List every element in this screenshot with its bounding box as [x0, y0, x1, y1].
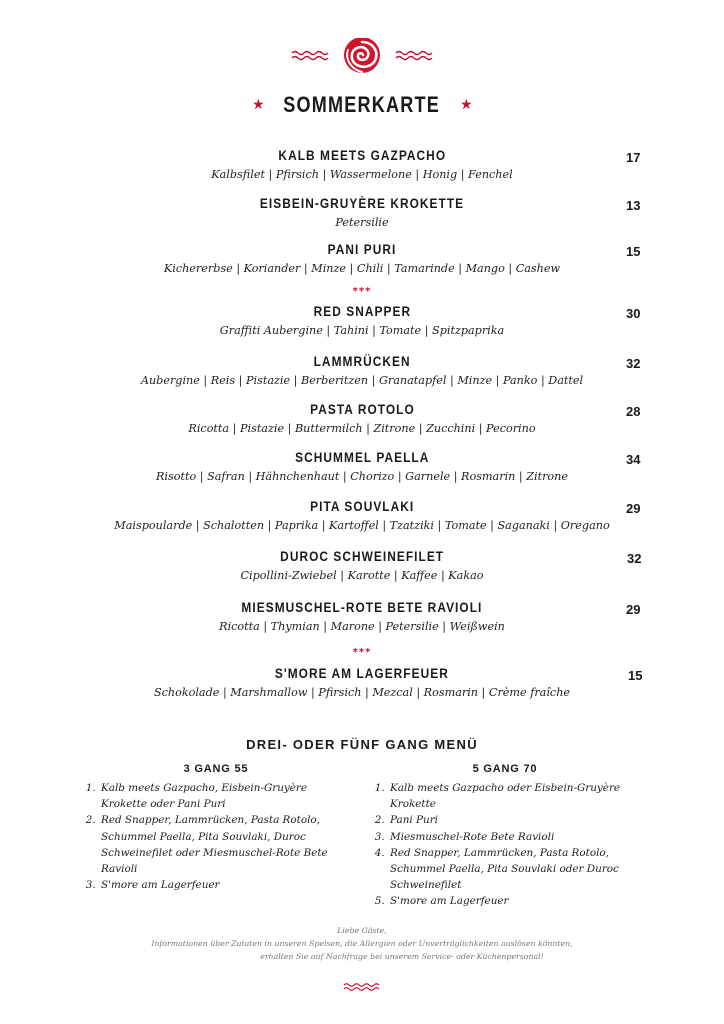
- allergy-note-line: Informationen über Zutaten in unseren Speisen, die Allergien oder Unverträglichkeiten auslösen könnten,: [151, 939, 573, 948]
- allergy-note-greeting: Liebe Gäste,: [337, 926, 387, 935]
- dish-price: 17: [626, 150, 641, 165]
- three-course-list: [83, 780, 345, 893]
- dish-name: DUROC SCHWEINEFILET: [280, 549, 444, 564]
- three-course-heading: 3 GANG 55: [183, 763, 249, 775]
- section-separator: ***: [352, 647, 372, 658]
- dish-description: Petersilie: [335, 216, 389, 229]
- dish-description: Schokolade | Marshmallow | Pfirsich | Mezcal | Rosmarin | Crème fraîche: [153, 686, 571, 699]
- dish-name: EISBEIN-GRUYÈRE KROKETTE: [259, 196, 465, 211]
- dish-price: 29: [626, 501, 641, 516]
- rose-logo-icon: [344, 38, 380, 73]
- dish-description: Ricotta | Pistazie | Buttermilch | Zitrone | Zucchini | Pecorino: [188, 422, 536, 435]
- star-left-icon: ★: [252, 97, 265, 113]
- dish-name: PASTA ROTOLO: [309, 402, 415, 417]
- allergy-note-line: erhalten Sie auf Nachfrage bei unserem Service- oder Küchenpersonal!: [260, 952, 544, 961]
- five-course-list: [372, 780, 650, 910]
- course-item: 3. S'more am Lagerfeuer: [99, 877, 345, 893]
- dish-price: 34: [626, 452, 641, 467]
- dish-name: SCHUMMEL PAELLA: [294, 450, 430, 465]
- section-separator: ***: [352, 286, 372, 297]
- dish-description: Risotto | Safran | Hähnchenhaut | Chorizo | Garnele | Rosmarin | Zitrone: [155, 470, 568, 483]
- course-item: 3. Miesmuschel-Rote Bete Ravioli: [388, 829, 650, 845]
- dish-price: 13: [626, 198, 641, 213]
- dish-price: 15: [626, 244, 641, 259]
- dish-price: 32: [626, 356, 641, 371]
- page-title: SOMMERKARTE: [283, 92, 441, 117]
- dish-name: PANI PURI: [327, 242, 397, 257]
- wave-right-icon: [396, 52, 432, 60]
- dish-description: Kichererbse | Koriander | Minze | Chili | Tamarinde | Mango | Cashew: [163, 262, 561, 275]
- five-course-heading: 5 GANG 70: [472, 763, 538, 775]
- dish-name: MIESMUSCHEL-ROTE BETE RAVIOLI: [241, 600, 483, 615]
- wave-left-icon: [292, 52, 328, 60]
- wave-bottom-icon: [342, 980, 382, 994]
- dish-description: Cipollini-Zwiebel | Karotte | Kaffee | Kakao: [240, 569, 484, 582]
- course-item: 2. Red Snapper, Lammrücken, Pasta Rotolo, Schummel Paella, Pita Souvlaki, Duroc Schweinefilet oder Miesmuschel-Rote Bete Ravioli: [99, 812, 345, 877]
- dish-description: Maispoularde | Schalotten | Paprika | Kartoffel | Tzatziki | Tomate | Saganaki | Oregano: [114, 519, 610, 532]
- header-ornament: [0, 38, 724, 78]
- course-item: 2. Pani Puri: [388, 812, 650, 828]
- dish-name: S'MORE AM LAGERFEUER: [275, 666, 449, 681]
- dish-price: 30: [626, 306, 641, 321]
- dish-price: 29: [626, 602, 641, 617]
- course-item: 1. Kalb meets Gazpacho, Eisbein-Gruyère Krokette oder Pani Puri: [99, 780, 345, 812]
- course-item: 5. S'more am Lagerfeuer: [388, 893, 650, 909]
- set-menu-title: DREI- ODER FÜNF GANG MENÜ: [246, 737, 478, 752]
- dish-name: LAMMRÜCKEN: [313, 354, 411, 369]
- dish-name: PITA SOUVLAKI: [309, 499, 415, 514]
- dish-name: RED SNAPPER: [313, 304, 411, 319]
- course-item: 4. Red Snapper, Lammrücken, Pasta Rotolo, Schummel Paella, Pita Souvlaki oder Duroc Schweinefilet: [388, 845, 650, 894]
- dish-description: Graffiti Aubergine | Tahini | Tomate | Spitzpaprika: [219, 324, 505, 337]
- dish-price: 28: [626, 404, 641, 419]
- star-right-icon: ★: [460, 97, 473, 113]
- dish-price: 32: [627, 551, 642, 566]
- dish-price: 15: [628, 668, 643, 683]
- dish-description: Kalbsfilet | Pfirsich | Wassermelone | Honig | Fenchel: [211, 168, 513, 181]
- dish-name: KALB MEETS GAZPACHO: [278, 148, 446, 163]
- course-item: 1. Kalb meets Gazpacho oder Eisbein-Gruyère Krokette: [388, 780, 650, 812]
- dish-description: Ricotta | Thymian | Marone | Petersilie | Weißwein: [219, 620, 505, 633]
- dish-description: Aubergine | Reis | Pistazie | Berberitzen | Granatapfel | Minze | Panko | Dattel: [140, 374, 584, 387]
